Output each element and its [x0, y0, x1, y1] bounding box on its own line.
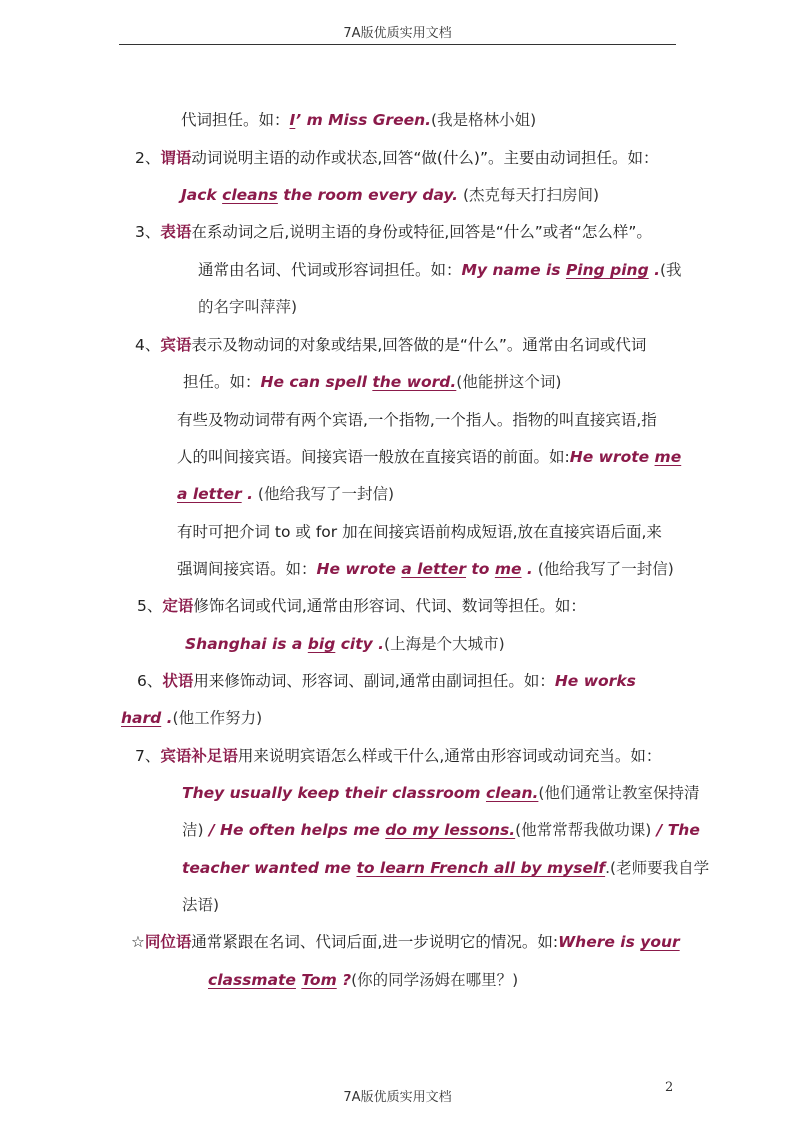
example-line — [182, 783, 699, 803]
item-number: 6、 — [137, 672, 163, 690]
translation: (你的同学汤姆在哪里？) — [351, 971, 519, 989]
translation: (他给我写了一封信) — [532, 560, 674, 578]
text: 表示及物动词的对象或结果,回答做的是“什么”。通常由名词或代词 — [191, 336, 647, 354]
example-word: a letter — [177, 485, 242, 503]
text: 通常由名词、代词或形容词担任。如： — [198, 261, 462, 279]
text: 代词担任。如： — [181, 111, 290, 129]
example-word: I — [289, 111, 296, 129]
example-text: Where is — [558, 933, 641, 951]
term-title: 表语 — [160, 223, 192, 241]
paragraph-line — [177, 522, 662, 542]
example-word: Tom — [301, 971, 337, 989]
example-text: He wrote — [569, 448, 655, 466]
term-title: 宾语 — [160, 336, 192, 354]
example-text: to — [466, 560, 495, 578]
example-text: Shanghai is a — [185, 635, 308, 653]
text: 用来说明宾语怎么样或干什么,通常由形容词或动词充当。如： — [237, 747, 662, 765]
paragraph-line — [198, 260, 682, 280]
example-text: He can spell — [260, 373, 373, 391]
paragraph-line — [177, 559, 674, 579]
example-line — [182, 895, 219, 915]
text: 强调间接宾语。如： — [177, 560, 317, 578]
example-line — [185, 634, 505, 654]
paragraph-line — [181, 110, 536, 130]
example-word: a letter — [401, 560, 466, 578]
item-number: 3、 — [135, 223, 161, 241]
example-word: me — [654, 448, 682, 466]
item-number: 5、 — [137, 597, 163, 615]
example-word: to learn French all by myself — [356, 859, 606, 877]
translation: (我是格林小姐) — [431, 111, 537, 129]
text: 通常紧跟在名词、代词后面,进一步说明它的情况。如: — [191, 933, 559, 951]
translation: 洁) — [182, 821, 204, 839]
example-text: My name is — [461, 261, 566, 279]
translation: (他常常帮我做功课) — [515, 821, 652, 839]
example-text: He wrote — [316, 560, 402, 578]
section-object — [135, 335, 646, 355]
example-word: hard — [121, 709, 162, 727]
example-line — [181, 185, 599, 205]
paragraph-line — [177, 447, 681, 467]
term-title: 宾语补足语 — [160, 747, 238, 765]
example-line — [182, 820, 700, 840]
example-text: . — [648, 261, 660, 279]
example-text: teacher wanted me — [182, 859, 357, 877]
term-title: 同位语 — [144, 933, 192, 951]
example-word: me — [494, 560, 522, 578]
translation: (杰克每天打扫房间) — [458, 186, 600, 204]
section-adverbial — [137, 671, 636, 691]
text: 动词说明主语的动作或状态,回答“做(什么)”。主要由动词担任。如： — [191, 149, 659, 167]
example-text: / He often helps me — [203, 821, 386, 839]
text: 修饰名词或代词,通常由形容词、代词、数词等担任。如： — [193, 597, 586, 615]
star-icon: ☆ — [131, 933, 145, 951]
example-word: do my lessons. — [385, 821, 516, 839]
example-text: . — [161, 709, 173, 727]
translation: (他们通常让教室保持清 — [538, 784, 700, 802]
header-rule — [119, 44, 676, 45]
translation: 法语) — [182, 896, 220, 914]
example-text: . — [241, 485, 253, 503]
item-number: 2、 — [135, 149, 161, 167]
example-line — [208, 970, 518, 990]
paragraph-line — [198, 297, 297, 317]
section-appositive — [131, 932, 680, 952]
example-word: clean. — [485, 784, 539, 802]
paragraph-line — [177, 410, 657, 430]
text: 人的叫间接宾语。间接宾语一般放在直接宾语的前面。如: — [177, 448, 570, 466]
example-word: your — [640, 933, 680, 951]
example-line — [177, 484, 394, 504]
item-number: 4、 — [135, 336, 161, 354]
text: 用来修饰动词、形容词、副词,通常由副词担任。如： — [193, 672, 555, 690]
example-word: Ping ping — [565, 261, 649, 279]
section-predicative — [135, 222, 652, 242]
item-number: 7、 — [135, 747, 161, 765]
text: 有些及物动词带有两个宾语,一个指物,一个指人。指物的叫直接宾语,指 — [177, 411, 657, 429]
text: 在系动词之后,说明主语的身份或特征,回答是“什么”或者“怎么样”。 — [191, 223, 652, 241]
text: 有时可把介词 to 或 for 加在间接宾语前构成短语,放在直接宾语后面,来 — [177, 523, 662, 541]
example-word: cleans — [222, 186, 278, 204]
term-title: 定语 — [162, 597, 194, 615]
example-line — [121, 708, 262, 728]
term-title: 谓语 — [160, 149, 192, 167]
example-text: ’ m Miss Green. — [295, 111, 432, 129]
example-line — [182, 858, 709, 878]
text: 担任。如： — [183, 373, 261, 391]
translation: .(老师要我自学 — [605, 859, 710, 877]
example-word: classmate — [208, 971, 296, 989]
translation: (他工作努力) — [172, 709, 263, 727]
example-text: city . — [335, 635, 385, 653]
example-text: Jack — [181, 186, 223, 204]
translation: (我 — [659, 261, 682, 279]
page-number: 2 — [665, 1080, 674, 1095]
section-subject-predicate — [135, 148, 658, 168]
example-text: He works — [554, 672, 636, 690]
example-word: big — [307, 635, 336, 653]
paragraph-line — [183, 372, 561, 392]
term-title: 状语 — [162, 672, 194, 690]
translation: (上海是个大城市) — [384, 635, 505, 653]
translation: 的名字叫萍萍) — [198, 298, 298, 316]
translation: (他给我写了一封信) — [252, 485, 394, 503]
page-header: 7A版优质实用文档 — [343, 26, 452, 41]
translation: (他能拼这个词) — [456, 373, 562, 391]
section-object-complement — [135, 746, 661, 766]
section-attribute — [137, 596, 586, 616]
example-text: the room every day. — [277, 186, 459, 204]
example-text: ? — [336, 971, 352, 989]
example-text: They usually keep their classroom — [182, 784, 486, 802]
example-text: / The — [651, 821, 700, 839]
example-word: the word. — [372, 373, 457, 391]
page-footer: 7A版优质实用文档 — [343, 1090, 452, 1105]
example-text: . — [521, 560, 533, 578]
